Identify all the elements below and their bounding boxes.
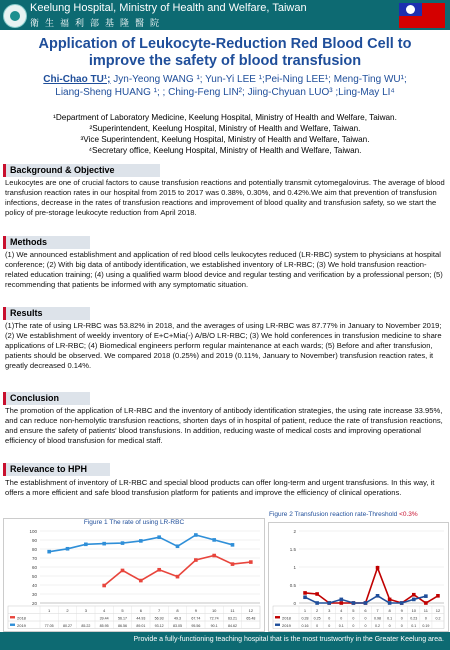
legend-label-2018: 2018	[17, 615, 26, 621]
taiwan-flag-icon	[399, 3, 445, 28]
y-tick-label: 60	[31, 565, 37, 570]
title-line-2: improve the safety of blood transfusion	[88, 53, 362, 69]
table-cell: 0	[340, 616, 343, 621]
y-tick-label: 0	[293, 601, 296, 606]
relevance-heading: Relevance to HPH	[3, 463, 110, 476]
figure-2-threshold: <0.3%	[399, 511, 418, 518]
data-point-2019	[364, 601, 368, 605]
table-cell: 0	[352, 624, 355, 628]
x-tick-label: 2	[316, 608, 319, 613]
data-point-2018	[315, 592, 319, 596]
background-text: Leukocytes are one of crucial factors to cause transfusion reactions and potentially transmit cytomegalovirus. The average of blood transfusion reaction rates in our hospital from 2015 to 2017 was 0.38%, 0.30%, and 0.42%.We aim that prevention of transfusion infections, decrease in the rates of transfusion reactions and improvement of blood quality and transfusion safety, so we start the policy of pre-storage leukocyte reduction from April 2018.	[5, 178, 445, 217]
data-point-2019	[424, 594, 428, 598]
y-tick-label: 0.5	[289, 583, 296, 588]
data-point-2019	[102, 542, 106, 546]
x-tick-label: 10	[411, 608, 417, 613]
table-cell: 0.28	[301, 616, 309, 621]
table-cell: 0.2	[435, 616, 441, 621]
hospital-name-zh: 衛生福利部基隆醫院	[30, 18, 166, 28]
legend-swatch-2019	[10, 624, 15, 626]
table-cell: 0	[328, 616, 331, 621]
methods-text: (1) We announced establishment and application of red blood cells leukocytes reduced (LR-RBC) system to physicians at hospital conference; (2) With big data of antibody identification, we established inventory of LR-RBC; (3) We hold transfusion reaction-related education training; (4) using a qualified warm blood device and regular testing and verification by a professional person; (5) recommending that patients be informed with any symptomatic situation.	[5, 250, 443, 289]
data-point-2018	[388, 598, 392, 602]
table-cell: 0	[388, 624, 391, 628]
data-point-2019	[66, 547, 70, 551]
y-tick-label: 30	[31, 592, 37, 597]
x-tick-label: 6	[364, 608, 367, 613]
table-cell: 56.17	[118, 616, 127, 621]
affiliation-1: ¹Department of Laboratory Medicine, Keelung Hospital, Ministry of Health and Welfare, Taiwan.	[53, 113, 397, 122]
table-cell: 84.62	[228, 624, 237, 628]
data-point-2019	[231, 543, 235, 547]
y-tick-label: 40	[31, 583, 37, 588]
y-tick-label: 50	[31, 574, 37, 579]
figure-1-svg	[4, 519, 264, 631]
data-point-2018	[376, 566, 380, 570]
table-cell: 0	[328, 624, 331, 628]
legend-swatch-2018	[10, 616, 15, 618]
x-tick-label: 7	[376, 608, 379, 613]
table-cell: 67.74	[191, 616, 201, 621]
table-cell: 0.1	[411, 624, 417, 628]
data-point-2019	[47, 550, 51, 554]
x-tick-label: 8	[388, 608, 391, 613]
data-point-2019	[376, 594, 380, 598]
table-cell: 65.48	[246, 616, 256, 621]
x-tick-label: 7	[158, 608, 161, 613]
series-line-2018	[104, 556, 251, 586]
table-cell: 90.1	[210, 624, 218, 628]
relevance-text: The establishment of inventory of LR-RBC and special blood products can offer long-term and urgent transfusions. In this way, it offers a more efficient and safe blood transfusion platform for patients and improve the efficiency of clinical operations.	[5, 478, 435, 497]
table-cell: 44.93	[136, 616, 146, 621]
table-cell: 0	[364, 624, 367, 628]
table-cell: 0.25	[313, 616, 321, 621]
data-point-2018	[176, 575, 180, 579]
table-cell: 93.12	[154, 624, 164, 628]
data-point-2018	[303, 591, 307, 595]
table-cell: 95.56	[191, 624, 201, 628]
x-tick-label: 4	[340, 608, 343, 613]
data-point-2019	[212, 538, 216, 542]
figure-2-title	[269, 511, 448, 518]
x-tick-label: 9	[194, 608, 197, 613]
data-point-2019	[400, 601, 404, 605]
data-point-2019	[388, 601, 392, 605]
methods-heading: Methods	[3, 236, 90, 249]
data-point-2019	[139, 539, 143, 543]
legend-swatch-2019	[275, 624, 280, 626]
data-point-2019	[176, 544, 180, 548]
table-cell: 77.05	[44, 624, 54, 628]
y-tick-label: 90	[31, 538, 37, 543]
x-tick-label: 1	[303, 608, 307, 613]
first-author: Chi-Chao TU¹;	[43, 74, 111, 85]
data-point-2019	[84, 543, 88, 547]
x-tick-label: 1	[48, 608, 51, 613]
table-cell: 86.56	[118, 624, 127, 628]
table-cell: 72.74	[209, 616, 219, 621]
table-cell: 0.16	[301, 624, 309, 628]
affiliation-3: ³Vice Superintendent, Keelung Hospital, Ministry of Health and Welfare, Taiwan.	[80, 135, 370, 144]
title-line-1: Application of Leukocyte-Reduction Red Blood Cell to	[38, 36, 412, 52]
data-point-2019	[194, 533, 198, 537]
data-point-2019	[339, 598, 343, 602]
results-heading: Results	[3, 307, 90, 320]
x-tick-label: 12	[435, 608, 441, 613]
x-tick-label: 2	[66, 608, 69, 613]
data-point-2018	[121, 569, 125, 573]
hospital-name-en: Keelung Hospital, Ministry of Health and Welfare, Taiwan	[30, 2, 307, 14]
legend-swatch-2018	[275, 616, 280, 618]
data-point-2018	[339, 601, 343, 605]
table-cell: 89.01	[136, 624, 146, 628]
table-cell: 0	[400, 624, 403, 628]
table-cell: 80.27	[63, 624, 72, 628]
figure-1-chart	[3, 518, 265, 632]
x-tick-label: 8	[176, 608, 179, 613]
x-tick-label: 12	[248, 608, 254, 613]
data-point-2019	[121, 541, 125, 545]
figure-2-svg	[269, 523, 448, 631]
data-point-2018	[139, 579, 143, 583]
y-tick-label: 20	[31, 601, 37, 606]
affiliation-4: ⁴Secretary office, Keelung Hospital, Ministry of Health and Welfare, Taiwan.	[88, 146, 362, 155]
data-point-2018	[194, 558, 198, 562]
x-tick-label: 4	[103, 608, 106, 613]
y-tick-label: 100	[29, 529, 37, 534]
table-cell: 85.22	[81, 624, 91, 628]
conclusion-heading: Conclusion	[3, 392, 90, 405]
poster-footer	[0, 632, 450, 650]
affiliations	[0, 112, 450, 156]
table-cell: 39.44	[99, 616, 109, 621]
legend-label-2019: 2019	[17, 623, 26, 628]
data-point-2018	[157, 568, 161, 572]
data-point-2019	[157, 535, 161, 539]
x-tick-label: 6	[139, 608, 142, 613]
table-cell: 85.95	[99, 624, 109, 628]
data-table-border	[273, 606, 444, 629]
data-point-2018	[249, 560, 253, 564]
conclusion-text: The promotion of the application of LR-RBC and the inventory of antibody identification strategies, the using rate increase 33.95%, and can reduce non-hemolytic transfusion reactions, shorten days of in hospital of patient, reduce the rate of transfusion reactions, and ensure the safety of patients' blood transfusions. In addition, reducing waste of medical costs and improving operational efficiency of blood transfusion for medical staff.	[5, 406, 443, 445]
data-point-2019	[315, 601, 319, 605]
author-list	[0, 73, 450, 99]
table-cell: 0.1	[338, 624, 344, 628]
authors-line-1: Jyn-Yeong WANG ¹; Yun-Yi LEE ¹;Pei-Ning LEE¹; Meng-Ting WU¹;	[110, 74, 407, 85]
x-tick-label: 10	[211, 608, 217, 613]
table-cell: 0.23	[410, 616, 418, 621]
poster-header	[0, 0, 450, 30]
figure-2-title-text: Figure 2 Transfusion reaction rate-Threshold	[269, 511, 398, 518]
table-cell: 0	[364, 616, 367, 621]
poster-title	[0, 36, 450, 70]
data-point-2018	[212, 554, 216, 558]
table-cell: 56.93	[154, 616, 164, 621]
x-tick-label: 9	[400, 608, 403, 613]
legend-label-2019: 2019	[282, 623, 291, 628]
footer-text: Provide a fully-functioning teaching hospital that is the most trustworthy in the Greater Keelung area.	[133, 636, 444, 643]
y-tick-label: 80	[31, 547, 37, 552]
figure-2-chart	[268, 511, 449, 632]
x-tick-label: 3	[84, 608, 87, 613]
x-tick-label: 11	[230, 608, 235, 613]
authors-line-2: Liang-Sheng HUANG ¹; ; Ching-Feng LIN²; Jiing-Chyuan LUO³ ;Ling-May LI⁴	[55, 87, 395, 98]
table-cell: 0	[424, 616, 427, 621]
data-point-2018	[102, 584, 106, 588]
x-tick-label: 3	[328, 608, 331, 613]
data-point-2019	[303, 595, 307, 599]
figure-1-title: Figure 1 The rate of using LR-RBC	[83, 519, 185, 526]
table-cell: 0.98	[374, 616, 382, 621]
y-tick-label: 1.5	[289, 547, 296, 552]
x-tick-label: 11	[423, 608, 428, 613]
data-point-2018	[424, 601, 428, 605]
table-cell: 0	[316, 624, 319, 628]
hospital-logo	[3, 4, 27, 28]
legend-label-2018: 2018	[282, 615, 291, 621]
table-cell: 83.05	[173, 624, 182, 628]
y-tick-label: 1	[293, 565, 296, 570]
results-text: (1)The rate of using LR-RBC was 53.82% in 2018, and the averages of using LR-RBC was 87.77% in January to November 2019; (2) We establishment of weekly inventory of E+C+Mia(-) A/B/O LR-RBC; (3) We hold conferences in transfusion medicine to share applications of LR-RBC; (4) Biomedical engineers perform regular maintenance at each wards; (5) Before and after transfusion, patients should be observed. We compared 2018 (0.25%) and 2019 (0.11%, January to November) transfusion reaction rates, it greatly decreased 0.14%.	[5, 321, 442, 370]
background-heading: Background & Objective	[3, 164, 160, 177]
data-point-2019	[352, 601, 356, 605]
table-cell: 49.3	[174, 616, 181, 621]
table-cell: 63.21	[228, 616, 237, 621]
table-cell: 0.1	[387, 616, 393, 621]
x-tick-label: 5	[121, 608, 124, 613]
y-tick-label: 2	[293, 529, 296, 534]
table-cell: 0	[352, 616, 355, 621]
data-point-2019	[412, 598, 416, 602]
data-point-2019	[327, 601, 331, 605]
table-cell: 0.2	[375, 624, 381, 628]
y-tick-label: 70	[31, 556, 37, 561]
data-point-2018	[412, 593, 416, 597]
x-tick-label: 5	[352, 608, 355, 613]
table-cell: 0.19	[422, 624, 430, 628]
table-cell: 0	[400, 616, 403, 621]
affiliation-2: ²Superintendent, Keelung Hospital, Ministry of Health and Welfare, Taiwan.	[89, 124, 361, 133]
data-point-2018	[231, 562, 235, 566]
data-point-2018	[436, 594, 440, 598]
